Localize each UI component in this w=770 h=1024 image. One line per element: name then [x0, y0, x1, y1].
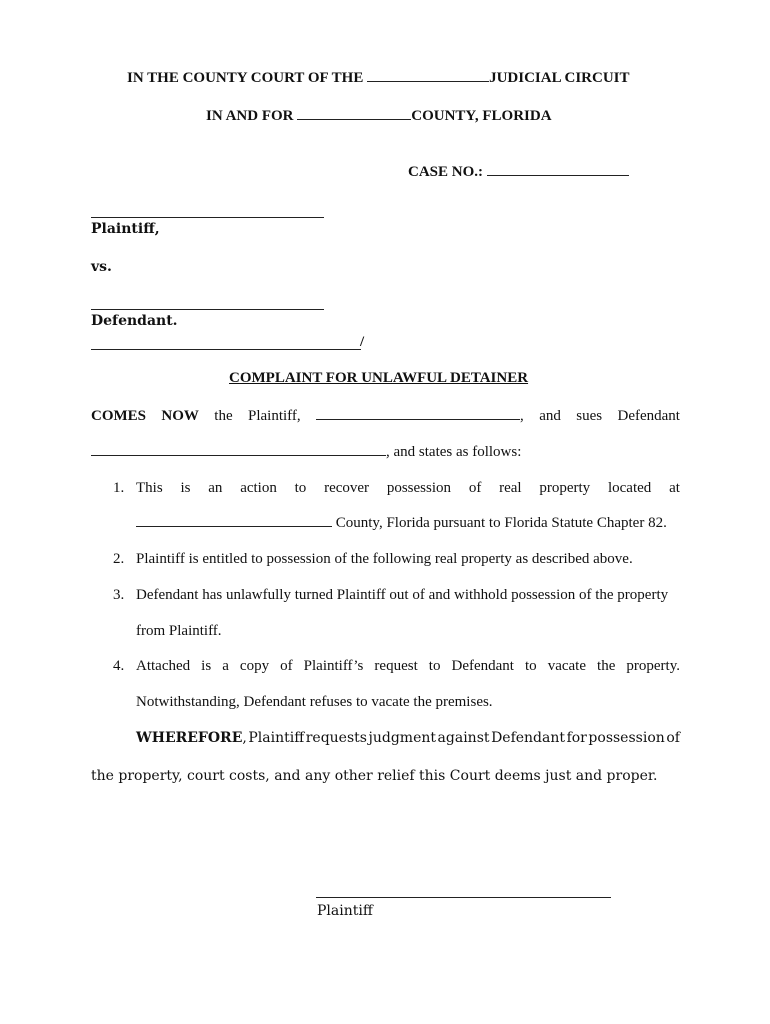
item-4-word: request — [374, 658, 418, 674]
item-1-line-1 — [136, 480, 680, 497]
plaintiff-label: Plaintiff, — [91, 221, 160, 237]
wherefore-word: of — [666, 730, 680, 746]
intro-the: the — [214, 408, 233, 424]
wherefore-line-1 — [136, 730, 680, 746]
plaintiff-name-blank — [316, 418, 520, 420]
item-1-word: located — [607, 480, 652, 496]
item-1-line-2-text: County, Florida pursuant to Florida Statute Chapter 82. — [335, 515, 667, 531]
item-1-line-2 — [136, 515, 667, 532]
wherefore-word: requests — [305, 730, 367, 746]
intro-line-2-suffix: , and states as follows: — [386, 444, 522, 460]
item-4-word: Plaintiff’s — [303, 658, 364, 674]
item-1-word: This — [136, 480, 163, 496]
item-1-word: property — [539, 480, 591, 496]
defendant-name-line — [91, 309, 324, 310]
item-1-word: at — [669, 480, 680, 496]
item-4-word: is — [201, 658, 212, 674]
wherefore-word: Defendant — [491, 730, 566, 746]
item-1-word: of — [468, 480, 482, 496]
intro-line-2 — [91, 444, 521, 461]
item-1-word: possession — [386, 480, 452, 496]
document-title: COMPLAINT FOR UNLAWFUL DETAINER — [229, 370, 529, 386]
intro-now: NOW — [161, 408, 199, 424]
signature-line — [316, 897, 611, 898]
caption-line-2 — [206, 108, 552, 125]
wherefore-word: against — [437, 730, 490, 746]
intro-comes: COMES — [91, 408, 147, 424]
item-1-number: 1. — [113, 480, 125, 496]
item-4-word: the — [597, 658, 616, 674]
item-2-number: 2. — [113, 551, 125, 567]
item-3-line-2: from Plaintiff. — [136, 623, 222, 639]
wherefore-word: possession — [588, 730, 665, 746]
signature-label: Plaintiff — [317, 903, 373, 919]
caption-line-2-suffix: COUNTY, FLORIDA — [411, 108, 552, 124]
plaintiff-name-line — [91, 217, 324, 218]
item-4-number: 4. — [113, 658, 125, 674]
item-4-word: to — [524, 658, 537, 674]
item-1-word: real — [499, 480, 522, 496]
wherefore-lead: WHEREFORE, — [136, 730, 247, 746]
caption-slash: / — [360, 334, 365, 350]
defendant-label: Defendant. — [91, 313, 178, 329]
item-4-line-1 — [136, 658, 680, 675]
item-4-word: property. — [626, 658, 680, 674]
item-1-word: recover — [324, 480, 370, 496]
item-4-word: Attached — [136, 658, 191, 674]
intro-comma: , — [520, 408, 524, 424]
item-4-word: Defendant — [451, 658, 514, 674]
item-3-text: Defendant has unlawfully turned Plaintiff out of and withhold possession of the property — [136, 587, 669, 603]
item-4-word: of — [280, 658, 293, 674]
intro-sues: sues — [576, 408, 603, 424]
item-3-number: 3. — [113, 587, 125, 603]
intro-plaintiff: Plaintiff, — [248, 408, 301, 424]
case-no-blank — [487, 174, 629, 176]
caption-end-line — [91, 349, 361, 350]
item-1-word: action — [240, 480, 277, 496]
vs-label: vs. — [91, 259, 112, 275]
item-4-line-2: Notwithstanding, Defendant refuses to vacate the premises. — [136, 694, 493, 710]
wherefore-word: judgment — [368, 730, 436, 746]
item-4-word: to — [428, 658, 441, 674]
item-4-word: copy — [239, 658, 270, 674]
item-1-word: is — [180, 480, 191, 496]
property-county-blank — [136, 525, 332, 527]
defendant-name-blank — [91, 454, 386, 456]
item-4-word: a — [222, 658, 229, 674]
wherefore-word: Plaintiff — [248, 730, 305, 746]
item-2-text: Plaintiff is entitled to possession of the following real property as described above. — [136, 551, 633, 567]
caption-line-1-prefix: IN THE COUNTY COURT OF THE — [127, 70, 364, 86]
item-4-word: vacate — [547, 658, 586, 674]
intro-and: and — [539, 408, 561, 424]
intro-line-1 — [91, 408, 680, 425]
caption-line-1-suffix: JUDICIAL CIRCUIT — [489, 70, 630, 86]
circuit-blank — [367, 80, 489, 82]
item-1-word: an — [208, 480, 223, 496]
caption-line-1 — [127, 70, 630, 87]
item-1-word: to — [294, 480, 307, 496]
wherefore-word: for — [566, 730, 587, 746]
intro-plaintiff-blank-group — [316, 408, 524, 425]
case-number — [408, 164, 629, 181]
case-no-label: CASE NO.: — [408, 164, 484, 180]
county-blank — [297, 118, 411, 120]
intro-defendant: Defendant — [617, 408, 680, 424]
caption-line-2-prefix: IN AND FOR — [206, 108, 294, 124]
wherefore-line-2: the property, court costs, and any other relief this Court deems just and proper. — [91, 768, 658, 784]
